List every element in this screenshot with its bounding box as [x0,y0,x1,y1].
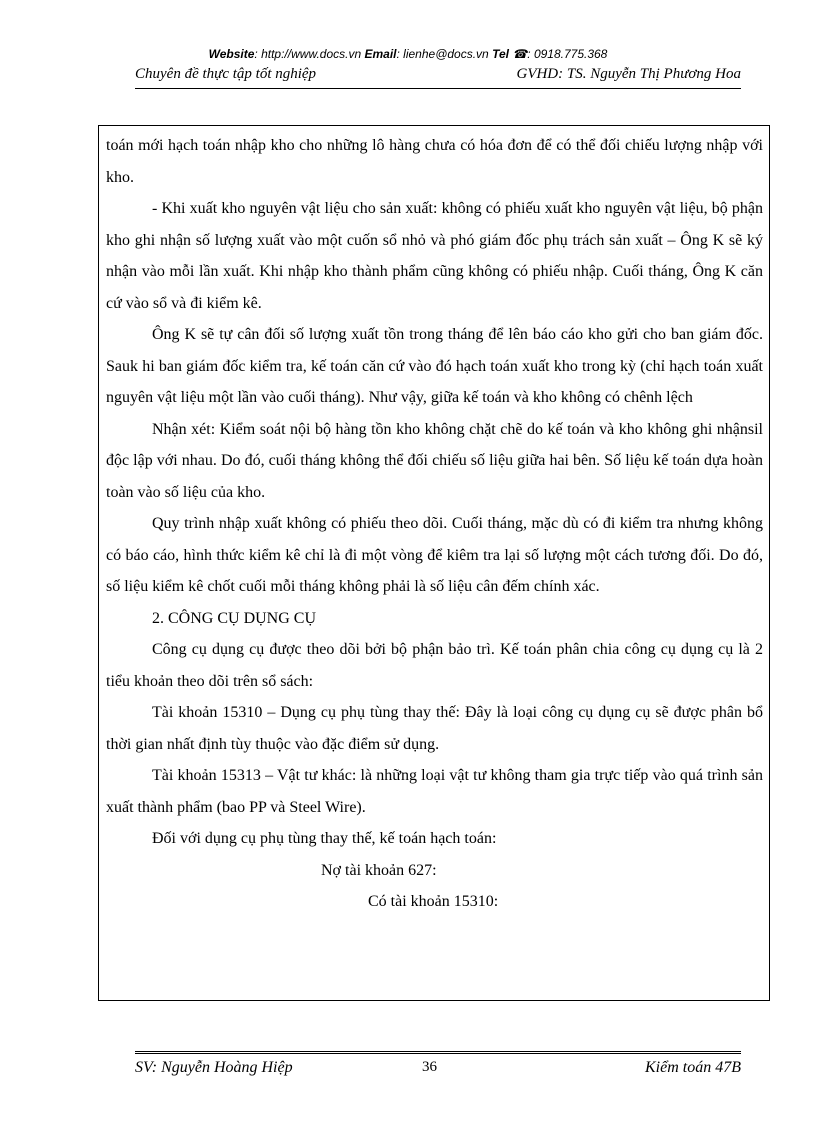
website-contact-line [0,47,816,61]
paragraph-1: toán mới hạch toán nhập kho cho những lô hàng chưa có hóa đơn để có thể đối chiếu lượng nhập với kho. [106,137,763,186]
paragraph-4: Nhận xét: Kiểm soát nội bộ hàng tồn kho không chặt chẽ do kế toán và kho không ghi nhậnsil độc lập với nhau. Do đó, cuối tháng không thể đối chiếu số liệu giữa hai bên. Số liệu kế toán dựa hoàn toàn vào số liệu của kho. [106,420,763,501]
footer-student: SV: Nguyễn Hoàng Hiệp [135,1059,293,1076]
paragraph-6: Công cụ dụng cụ được theo dõi bởi bộ phận bảo trì. Kế toán phân chia công cụ dụng cụ là 2 tiểu khoản theo dõi trên sổ sách: [106,641,763,690]
paragraph-7: Tài khoản 15310 – Dụng cụ phụ tùng thay thế: Đây là loại công cụ dụng cụ sẽ được phân bổ thời gian nhất định tùy thuộc vào đặc điểm sử dụng. [106,704,763,753]
header-title: Chuyên đề thực tập tốt nghiệp [135,66,317,82]
paragraph-9: Đối với dụng cụ phụ tùng thay thế, kế toán hạch toán: [152,830,497,847]
header-advisor: GVHD: TS. Nguyễn Thị Phương Hoa [516,66,741,82]
email-label: Email [364,47,397,61]
phone-icon: ☎ [512,47,528,61]
paragraph-3: Ông K sẽ tự cân đối số lượng xuất tồn trong tháng để lên báo cáo kho gửi cho ban giám đốc. Sauk hi ban giám đốc kiểm tra, kế toán căn cứ vào đó hạch toán xuất kho trong kỳ (chỉ hạch toán xuất nguyên vật liệu một lần vào cuối tháng). Như vậy, giữa kế toán và kho không có chênh lệch [106,326,763,406]
footer-class: Kiểm toán 47B [645,1059,741,1076]
section-heading: 2. CÔNG CỤ DỤNG CỤ [152,609,317,627]
page-number: 36 [422,1059,437,1075]
debit-entry: Nợ tài khoản 627: [321,861,437,879]
paragraph-8: Tài khoản 15313 – Vật tư khác: là những loại vật tư không tham gia trực tiếp vào quá trình sản xuất thành phẩm (bao PP và Steel Wire). [106,767,763,816]
paragraph-2: - Khi xuất kho nguyên vật liệu cho sản xuất: không có phiếu xuất kho nguyên vật liệu, bộ phận kho ghi nhận số lượng xuất vào một cuốn sổ nhỏ và phó giám đốc phụ trách sản xuất – Ông K sẽ ký nhận vào mỗi lần xuất. Khi nhập kho thành phẩm cũng không có phiếu nhập. Cuối tháng, Ông K căn cứ vào sổ và đi kiểm kê. [106,200,763,312]
paragraph-5: Quy trình nhập xuất không có phiếu theo dõi. Cuối tháng, mặc dù có đi kiểm tra nhưng không có báo cáo, hình thức kiểm kê chỉ là đi một vòng để kiêm tra lại số lượng một cách tương đối. Do đó, số liệu kiểm kê chốt cuối mỗi tháng không phải là số liệu cân đếm chính xác. [106,515,763,595]
page-footer [135,1051,741,1082]
website-value: : http://www.docs.vn [254,47,362,61]
page-header [135,66,741,89]
tel-value: : 0918.775.368 [527,47,608,61]
email-value: : lienhe@docs.vn [396,47,489,61]
credit-entry: Có tài khoản 15310: [368,893,499,910]
content-frame [98,125,770,1001]
tel-label: Tel [492,47,509,61]
website-label: Website [208,47,255,61]
